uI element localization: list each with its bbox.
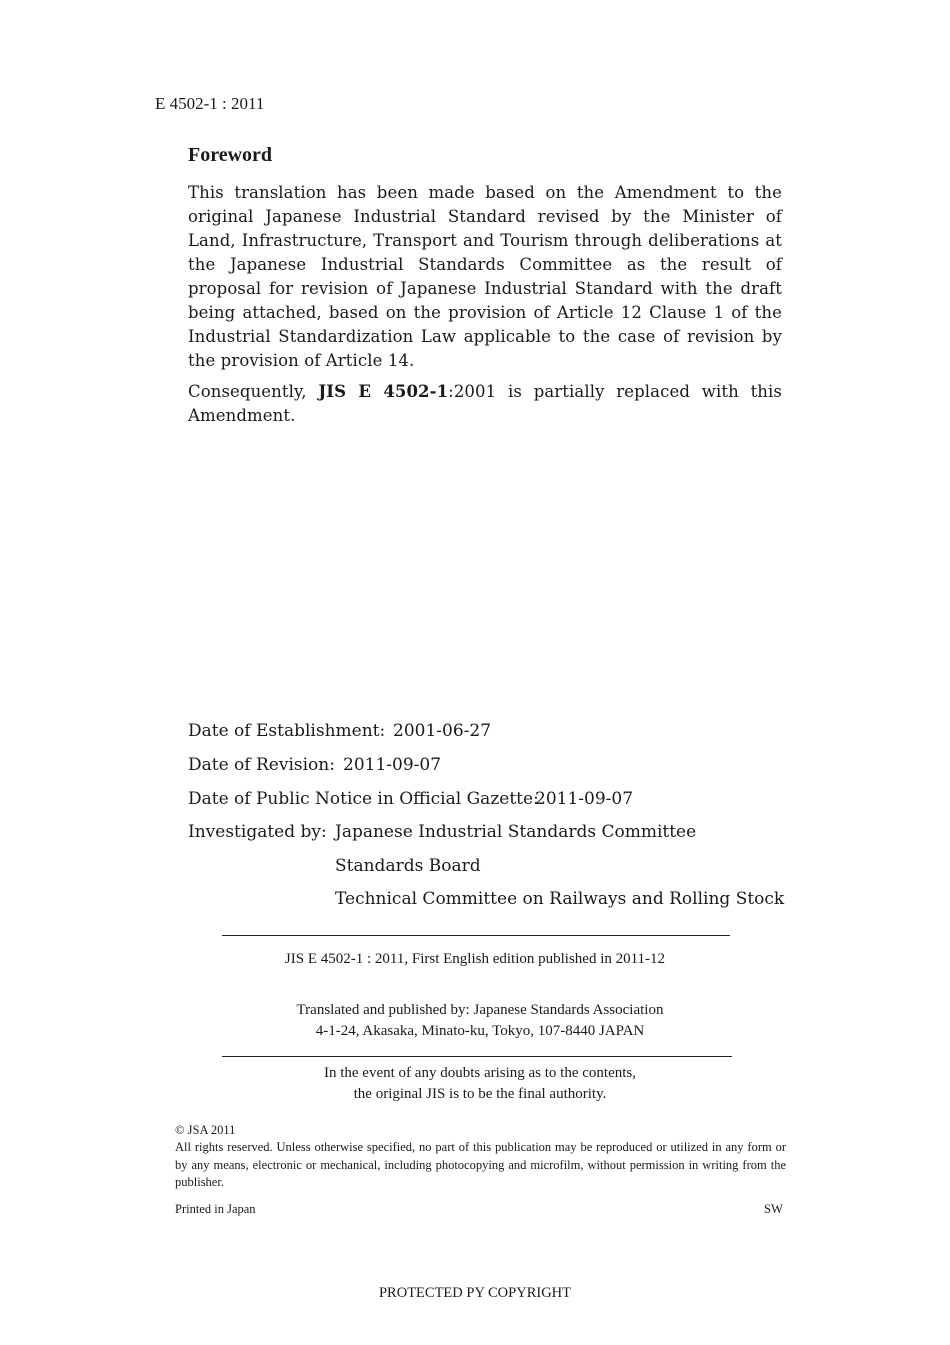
edition-line: JIS E 4502-1 : 2011, First English edition published in 2011-12 xyxy=(284,951,666,967)
notice-line: the original JIS is to be the final authority. xyxy=(353,1086,607,1102)
investigated-line: Technical Committee on Railways and Rolling Stock xyxy=(335,889,785,909)
foreword-heading: Foreword xyxy=(188,144,273,166)
publisher-address: 4-1-24, Akasaka, Minato-ku, Tokyo, 107-8440 JAPAN xyxy=(315,1023,645,1039)
revision-label: Date of Revision: xyxy=(188,755,335,775)
notice-line: In the event of any doubts arising as to the contents, xyxy=(323,1065,636,1081)
printer-code: SW xyxy=(764,1202,783,1216)
printed-in: Printed in Japan xyxy=(175,1202,256,1216)
revision-value: 2011-09-07 xyxy=(343,755,442,775)
paragraph-2-suffix: :2001 is partially replaced with this Amendment. xyxy=(188,382,782,425)
document-id: E 4502-1 : 2011 xyxy=(155,94,265,113)
foreword-paragraph-1: This translation has been made based on the Amendment to the original Japanese Industrial Standard revised by the Minister of Land, Infrastructure, Transport and Tourism through deliberations at the Japanese Industrial Standards Committee as the result of proposal for revision of Japanese Industrial Standard with the draft being attached, based on the provision of Article 12 Clause 1 of the Industrial Standardization Law applicable to the case of revision by the provision of Article 14. xyxy=(188,183,782,370)
investigated-line: Standards Board xyxy=(335,856,481,876)
investigated-label: Investigated by: xyxy=(188,822,327,842)
publisher-line: Translated and published by: Japanese Standards Association xyxy=(296,1002,664,1018)
paragraph-2-prefix: Consequently, xyxy=(188,382,319,401)
divider xyxy=(222,1056,732,1057)
establishment-label: Date of Establishment: xyxy=(188,721,386,741)
standard-reference: JIS E 4502-1 xyxy=(318,382,449,401)
protected-footer: PROTECTED PY COPYRIGHT xyxy=(378,1285,571,1301)
foreword-paragraph-2 xyxy=(188,380,782,428)
gazette-label: Date of Public Notice in Official Gazette: xyxy=(188,789,539,809)
copyright-mark: © JSA 2011 xyxy=(175,1123,236,1137)
copyright-rights: All rights reserved. Unless otherwise specified, no part of this publication may be reproduced or utilized in any form or by any means, electronic or mechanical, including photocopying and microfilm, without permission in writing from the publisher. xyxy=(175,1140,786,1189)
establishment-value: 2001-06-27 xyxy=(393,721,492,741)
divider xyxy=(222,935,730,936)
gazette-value: 2011-09-07 xyxy=(535,789,634,809)
investigated-line: Japanese Industrial Standards Committee xyxy=(335,822,697,842)
